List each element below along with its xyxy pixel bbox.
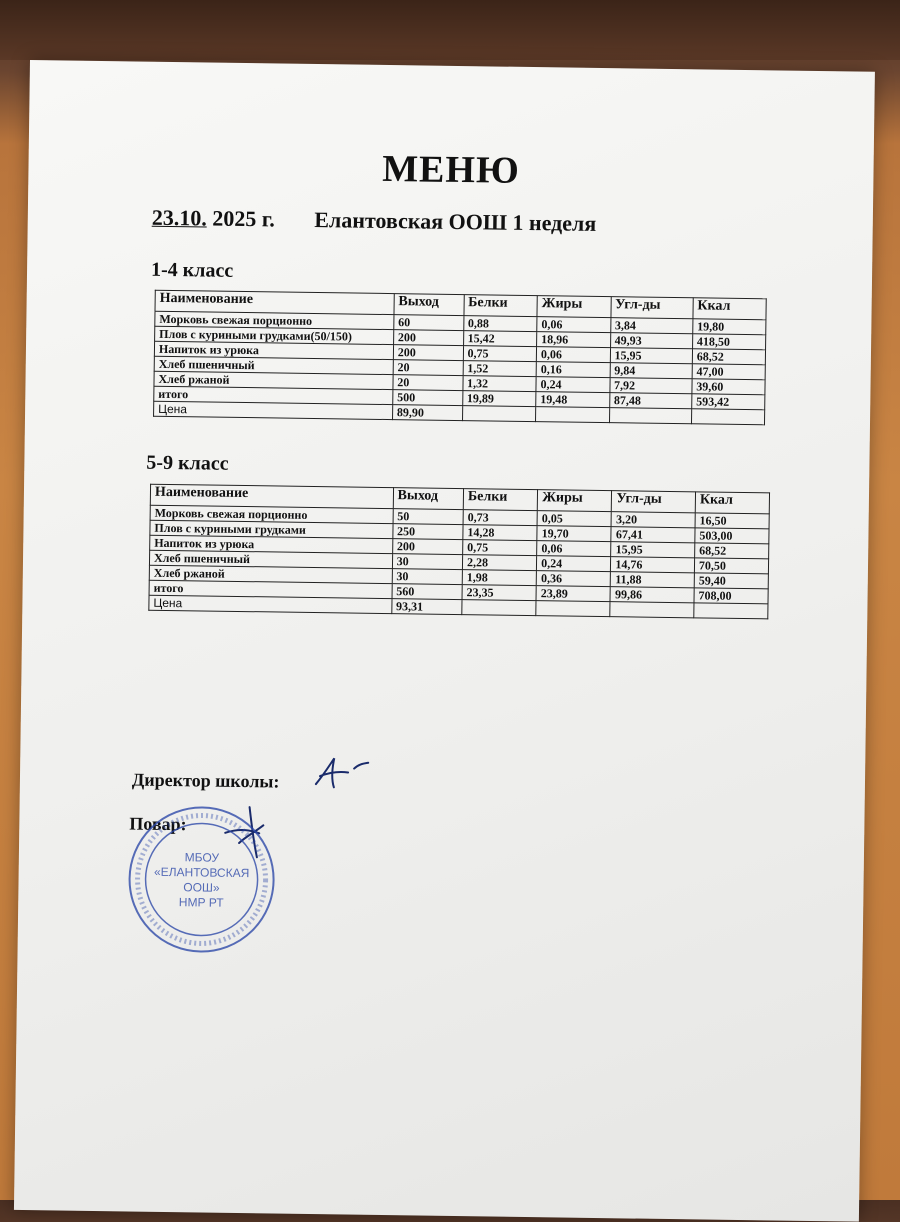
menu-table-1-4 xyxy=(153,290,767,426)
cell-carbs: 15,95 xyxy=(611,542,695,558)
official-stamp xyxy=(126,803,278,955)
cell-name: Плов с куриными грудками(50/150) xyxy=(155,326,394,344)
cell-kcal: 70,50 xyxy=(694,558,768,574)
price-label: Цена xyxy=(154,401,393,419)
price-value: 93,31 xyxy=(391,599,462,615)
cell-kcal: 708,00 xyxy=(694,588,768,604)
cell-fat: 0,36 xyxy=(536,571,610,587)
cell-fat: 23,89 xyxy=(536,586,610,602)
director-signature-label: Директор школы: xyxy=(131,769,280,792)
header-name: Наименование xyxy=(150,484,393,508)
cell-kcal: 68,52 xyxy=(692,349,765,365)
cell-name: Хлеб пшеничный xyxy=(149,550,392,568)
cell-protein: 0,75 xyxy=(463,346,537,362)
cell-name: Напиток из урюка xyxy=(150,535,393,553)
cell-name: Морковь свежая порционно xyxy=(150,505,393,523)
cell-kcal: 39,60 xyxy=(692,379,765,395)
cell-name: итого xyxy=(149,580,392,598)
cell-protein: 0,75 xyxy=(463,540,537,556)
cell-protein: 0,88 xyxy=(463,316,537,332)
header-fat: Жиры xyxy=(537,490,612,512)
cell-name: итого xyxy=(154,386,393,404)
header-name: Наименование xyxy=(155,290,394,314)
header-carbs: Угл-ды xyxy=(612,491,696,513)
empty-cell xyxy=(610,602,694,618)
cell-carbs: 3,84 xyxy=(610,318,692,334)
cell-output: 250 xyxy=(393,524,464,540)
cell-name: Плов с куриными грудками xyxy=(150,520,393,538)
cell-carbs: 9,84 xyxy=(610,363,692,379)
cell-carbs: 49,93 xyxy=(610,333,692,349)
cell-protein: 14,28 xyxy=(463,525,537,541)
cell-protein: 2,28 xyxy=(462,555,536,571)
table-body xyxy=(154,311,766,425)
price-label: Цена xyxy=(149,595,392,613)
cell-protein: 1,98 xyxy=(462,570,536,586)
cell-output: 200 xyxy=(393,345,463,361)
wood-background-top xyxy=(0,0,900,60)
header-output: Выход xyxy=(393,488,464,510)
cell-kcal: 68,52 xyxy=(695,543,769,559)
cell-protein: 1,32 xyxy=(462,376,536,392)
cell-fat: 0,06 xyxy=(537,317,611,333)
header-fat: Жиры xyxy=(537,296,611,318)
stamp-text xyxy=(126,849,277,911)
class-label-1-4: 1-4 класс xyxy=(150,258,234,282)
empty-cell xyxy=(536,407,610,423)
date-school-line xyxy=(152,205,597,237)
class-label-5-9: 5-9 класс xyxy=(146,451,229,475)
cell-name: Хлеб пшеничный xyxy=(154,356,393,374)
table-body xyxy=(149,505,769,619)
cell-kcal: 16,50 xyxy=(695,513,769,529)
price-value: 89,90 xyxy=(392,405,462,421)
cell-fat: 0,16 xyxy=(536,362,610,378)
header-kcal: Ккал xyxy=(695,492,769,514)
school-week: Елантовская ООШ 1 неделя xyxy=(314,206,597,236)
cell-carbs: 7,92 xyxy=(610,378,692,394)
cell-fat: 19,70 xyxy=(537,526,611,542)
menu-sheet xyxy=(14,60,875,1222)
cell-protein: 15,42 xyxy=(463,331,537,347)
cell-output: 50 xyxy=(393,509,464,525)
cook-signature-label: Повар: xyxy=(129,813,187,835)
cell-carbs: 15,95 xyxy=(610,348,692,364)
cell-carbs: 3,20 xyxy=(611,512,695,528)
cell-kcal: 418,50 xyxy=(692,334,765,350)
empty-cell xyxy=(462,600,536,616)
cell-carbs: 87,48 xyxy=(609,393,691,409)
cell-output: 20 xyxy=(393,375,463,391)
menu-date: 23.10. xyxy=(151,204,207,231)
cell-name: Хлеб ржаной xyxy=(154,371,393,389)
cell-protein: 1,52 xyxy=(463,361,537,377)
cell-kcal: 47,00 xyxy=(692,364,765,380)
header-protein: Белки xyxy=(463,489,537,511)
cell-fat: 0,06 xyxy=(536,347,610,363)
cell-output: 200 xyxy=(393,330,463,346)
stamp-line: НМР РТ xyxy=(178,895,224,910)
cell-name: Хлеб ржаной xyxy=(149,565,392,583)
cell-protein: 0,73 xyxy=(463,510,537,526)
cell-fat: 0,05 xyxy=(537,511,611,527)
header-kcal: Ккал xyxy=(693,298,766,320)
cell-output: 500 xyxy=(393,390,463,406)
page-title: МЕНЮ xyxy=(381,147,521,192)
empty-cell xyxy=(462,406,536,422)
cell-output: 20 xyxy=(393,360,463,376)
cell-output: 30 xyxy=(392,554,463,570)
cell-kcal: 503,00 xyxy=(695,528,769,544)
header-protein: Белки xyxy=(464,295,538,317)
empty-cell xyxy=(691,409,764,425)
cell-output: 560 xyxy=(392,584,463,600)
cell-output: 200 xyxy=(392,539,463,555)
director-signature-mark xyxy=(310,754,381,795)
cell-fat: 18,96 xyxy=(537,332,611,348)
cell-protein: 19,89 xyxy=(462,391,536,407)
cell-output: 60 xyxy=(394,315,464,331)
header-carbs: Угл-ды xyxy=(611,297,694,319)
empty-cell xyxy=(536,601,610,617)
cell-kcal: 593,42 xyxy=(692,394,765,410)
cell-fat: 19,48 xyxy=(536,392,610,408)
menu-year: 2025 г. xyxy=(212,205,275,232)
stamp-line: ООШ» xyxy=(183,880,220,895)
empty-cell xyxy=(694,603,768,619)
empty-cell xyxy=(609,408,691,424)
header-output: Выход xyxy=(394,294,464,316)
cell-kcal: 59,40 xyxy=(694,573,768,589)
cell-carbs: 14,76 xyxy=(611,557,695,573)
cell-fat: 0,24 xyxy=(537,556,611,572)
cell-name: Напиток из урюка xyxy=(154,341,393,359)
cell-fat: 0,06 xyxy=(537,541,611,557)
cell-protein: 23,35 xyxy=(462,585,536,601)
cell-fat: 0,24 xyxy=(536,377,610,393)
cell-output: 30 xyxy=(392,569,463,585)
cell-carbs: 11,88 xyxy=(611,572,695,588)
cell-name: Морковь свежая порционно xyxy=(155,311,394,329)
menu-table-5-9 xyxy=(148,484,770,620)
cell-carbs: 99,86 xyxy=(610,587,694,603)
cell-kcal: 19,80 xyxy=(693,319,766,335)
stamp-line: «ЕЛАНТОВСКАЯ xyxy=(153,864,250,881)
cell-carbs: 67,41 xyxy=(611,527,695,543)
stamp-line: МБОУ xyxy=(184,850,220,865)
